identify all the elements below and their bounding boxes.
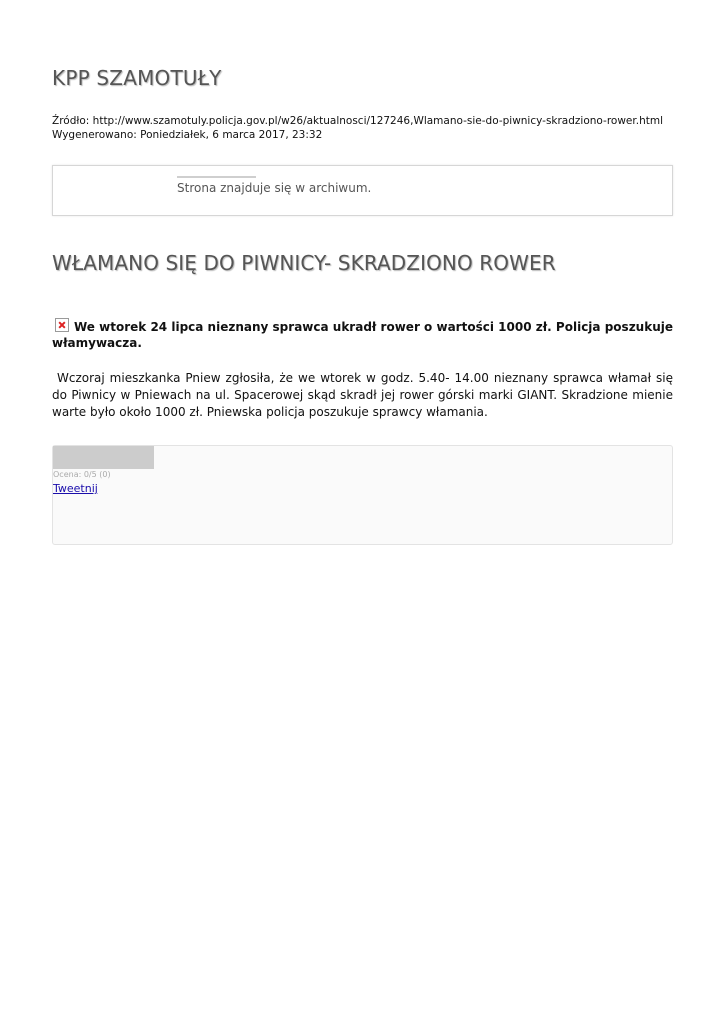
source-line: [52, 114, 663, 128]
generated-line: [52, 128, 663, 142]
article-lead: [52, 318, 673, 351]
tweet-link[interactable]: Tweetnij: [53, 482, 98, 495]
rating-label: Ocena: 0/5 (0): [53, 470, 111, 479]
archive-notice-box: [52, 165, 673, 216]
article-lead-text: We wtorek 24 lipca nieznany sprawca ukradł rower o wartości 1000 zł. Policja poszukuje włamywacza.: [52, 320, 673, 350]
article-title: WŁAMANO SIĘ DO PIWNICY- SKRADZIONO ROWER: [52, 251, 556, 275]
archive-notice: Strona znajduje się w archiwum.: [177, 181, 372, 195]
generated-value: Poniedziałek, 6 marca 2017, 23:32: [140, 129, 323, 141]
meta-info: [52, 114, 663, 142]
generated-label: Wygenerowano:: [52, 129, 137, 141]
rating-box: [52, 445, 673, 545]
archive-divider: [177, 176, 256, 178]
article-body-text: Wczoraj mieszkanka Pniew zgłosiła, że we wtorek w godz. 5.40- 14.00 nieznany sprawca włamał się do Piwnicy w Pniewach na ul. Spacerowej skąd skradł jej rower górski marki GIANT. Skradzione mienie warte było około 1000 zł. Pniewska policja poszukuje sprawcy włamania.: [52, 371, 673, 419]
site-title: KPP SZAMOTUŁY: [52, 66, 222, 90]
article-body: [52, 370, 673, 421]
rating-widget[interactable]: [53, 446, 154, 469]
broken-image-icon: [55, 318, 69, 332]
source-url: http://www.szamotuly.policja.gov.pl/w26/aktualnosci/127246,Wlamano-sie-do-piwnicy-skradziono-rower.html: [92, 115, 663, 127]
source-label: Źródło:: [52, 115, 90, 127]
